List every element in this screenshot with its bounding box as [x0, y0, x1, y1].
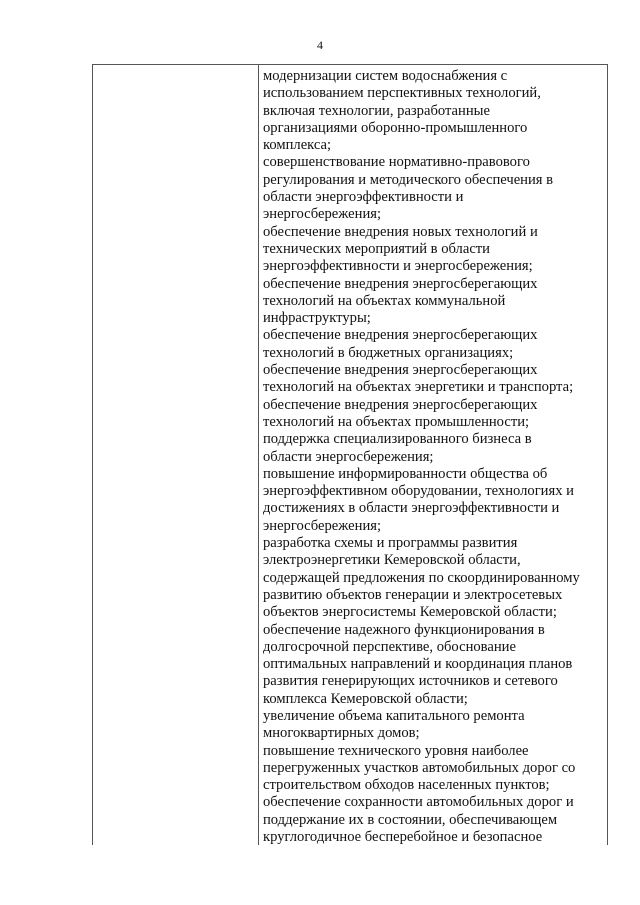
text-line: обеспечение внедрения энергосберегающих: [263, 275, 538, 292]
text-line: технологий на объектах энергетики и транспорта;: [263, 379, 574, 396]
text-line: обеспечение внедрения энергосберегающих: [263, 396, 538, 413]
text-line: технологий на объектах промышленности;: [263, 413, 530, 430]
text-line: технологий на объектах коммунальной: [263, 292, 506, 309]
text-line: круглогодичное бесперебойное и безопасное: [263, 829, 543, 846]
text-line: инфраструктуры;: [263, 310, 371, 327]
text-line: технологий в бюджетных организациях;: [263, 344, 514, 361]
text-line: электроэнергетики Кемеровской области,: [263, 552, 521, 569]
text-line: развития генерирующих источников и сетевого: [263, 673, 558, 690]
text-line: поддержание их в состоянии, обеспечивающем: [263, 811, 558, 828]
text-line: повышение информированности общества об: [263, 465, 548, 482]
text-line: содержащей предложения по скоординированному: [263, 569, 580, 586]
text-line: использованием перспективных технологий,: [263, 85, 541, 102]
text-line: перегруженных участков автомобильных дорог со: [263, 759, 576, 776]
text-line: энергоэффективном оборудовании, технологиях и: [263, 483, 574, 500]
text-line: развитию объектов генерации и электросетевых: [263, 586, 563, 603]
text-line: поддержка специализированного бизнеса в: [263, 431, 532, 448]
text-line: обеспечение сохранности автомобильных дорог и: [263, 794, 574, 811]
text-line: оптимальных направлений и координация планов: [263, 656, 573, 673]
text-line: организациями оборонно-промышленного: [263, 119, 528, 136]
text-line: области энергосбережения;: [263, 448, 434, 465]
text-line: регулирования и методического обеспечения в: [263, 171, 554, 188]
text-line: объектов энергосистемы Кемеровской области;: [263, 604, 557, 621]
text-line: обеспечение внедрения новых технологий и: [263, 223, 538, 240]
text-line: комплекса Кемеровской области;: [263, 690, 468, 707]
text-line: обеспечение надежного функционирования в: [263, 621, 545, 638]
text-line: энергоэффективности и энергосбережения;: [263, 258, 533, 275]
text-line: технических мероприятий в области: [263, 240, 490, 257]
text-line: долгосрочной перспективе, обоснование: [263, 638, 516, 655]
content-table: [92, 64, 608, 845]
text-line: энергосбережения;: [263, 206, 382, 223]
text-line: совершенствование нормативно-правового: [263, 154, 530, 171]
table-left-cell: [93, 65, 259, 845]
text-line: разработка схемы и программы развития: [263, 535, 518, 552]
text-line: достижениях в области энергоэффективности и: [263, 500, 560, 517]
text-line: включая технологии, разработанные: [263, 102, 490, 119]
text-line: многоквартирных домов;: [263, 725, 420, 742]
text-line: увеличение объема капитального ремонта: [263, 707, 525, 724]
text-line: области энергоэффективности и: [263, 189, 464, 206]
text-line: обеспечение внедрения энергосберегающих: [263, 362, 538, 379]
text-line: комплекса;: [263, 137, 332, 154]
text-line: энергосбережения;: [263, 517, 382, 534]
table-right-cell: [263, 68, 605, 846]
text-line: модернизации систем водоснабжения с: [263, 68, 508, 84]
text-line: строительством обходов населенных пунктов;: [263, 777, 550, 794]
page-number: 4: [317, 38, 323, 52]
text-line: обеспечение внедрения энергосберегающих: [263, 327, 538, 344]
text-line: повышение технического уровня наиболее: [263, 742, 529, 759]
